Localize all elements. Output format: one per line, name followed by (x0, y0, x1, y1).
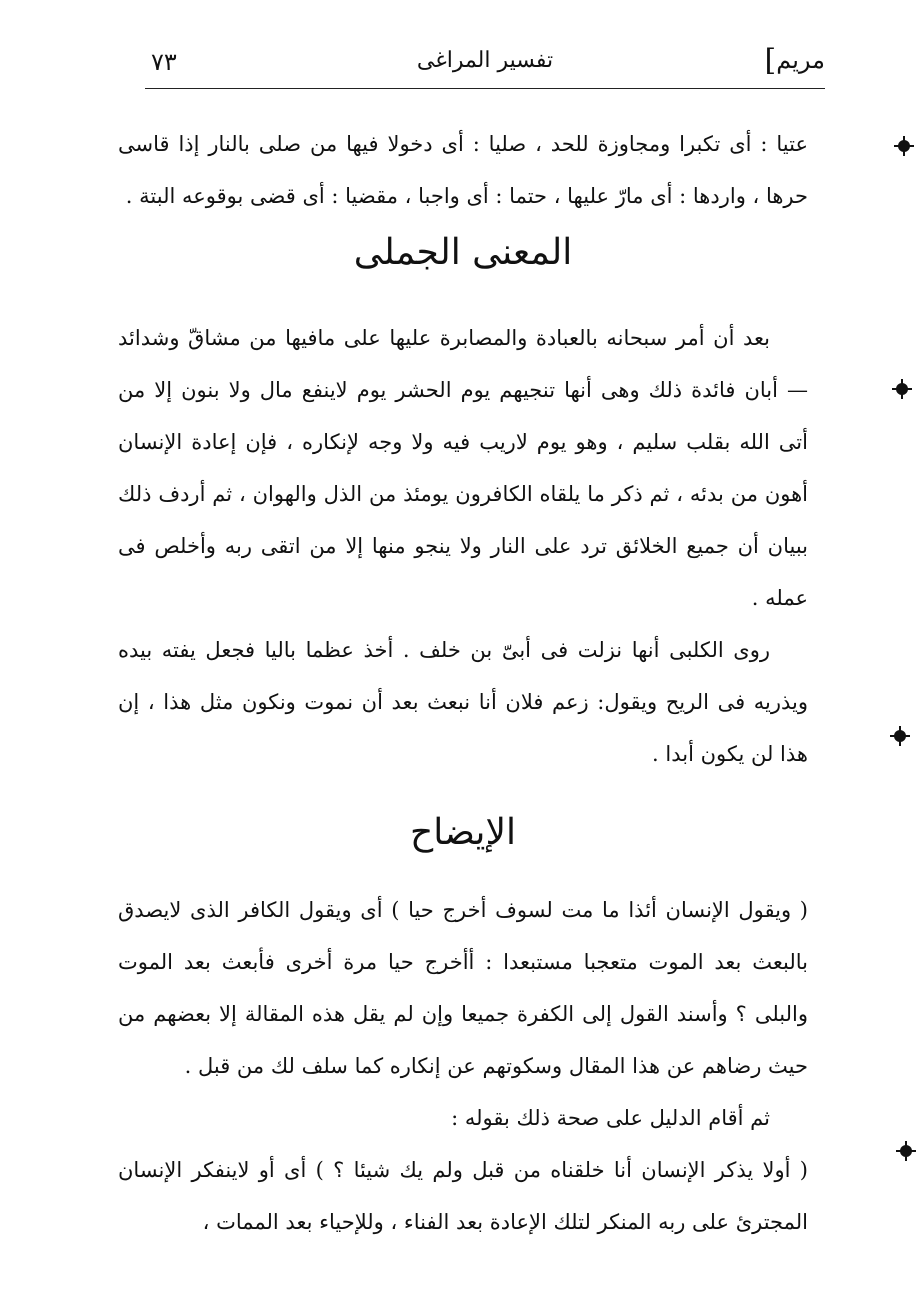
book-title: تفسير المراغى (416, 48, 554, 73)
margin-mark-4 (900, 1145, 912, 1157)
glossary-block (118, 118, 808, 222)
bracket-mark: ] (764, 43, 777, 78)
explanation-paragraph-2: ثم أقام الدليل على صحة ذلك بقوله : (451, 1106, 770, 1130)
revelation-context-paragraph: روى الكلبى أنها نزلت فى أبىّ بن خلف . أخذ عظما باليا فجعل يفته بيده ويذريه فى الريح ويقول: زعم فلان أنا نبعث بعد أن نموت ونكون مثل هذا ، إن هذا لن يكون أبدا . (118, 638, 808, 766)
general-meaning-paragraph: بعد أن أمر سبحانه بالعبادة والمصابرة عليها على مافيها من مشاقّ وشدائد — أبان فائدة ذلك وهى أنها تنجيهم يوم الحشر يوم لاينفع مال ولا بنون إلا من أتى الله بقلب سليم ، وهو يوم لاريب فيه ولا وجه لإنكاره ، فإن إعادة الإنسان أهون من بدئه ، ثم ذكر ما يلقاه الكافرون يومئذ من الذل والهوان ، ثم أردف ذلك ببيان أن جميع الخلائق ترد على النار ولا ينجو منها إلا من اتقى ربه وأخلص فى عمله . (118, 326, 808, 610)
page-number: ٧٣ (151, 48, 177, 76)
page-header (145, 42, 825, 89)
section-heading-explanation: الإيضاح (410, 812, 516, 853)
margin-mark-3 (894, 730, 906, 742)
surah-name-text: مريم (776, 46, 825, 74)
general-meaning-block (118, 312, 808, 780)
explanation-paragraph-1: ( ويقول الإنسان أئذا ما مت لسوف أخرج حيا ) أى ويقول الكافر الذى لايصدق بالبعث بعد الموت متعجبا مستبعدا : أأخرج حيا مرة أخرى فأبعث بعد الموت والبلى ؟ وأسند القول إلى الكفرة جميعا وإن لم يقل هذه المقالة إلا بعضهم من حيث رضاهم عن هذا المقال وسكوتهم عن إنكاره كما سلف لك من قبل . (118, 898, 808, 1078)
explanation-block (118, 884, 808, 1248)
glossary-text: عتيا : أى تكبرا ومجاوزة للحد ، صليا : أى دخولا فيها من صلى بالنار إذا قاسى حرها ، واردها : أى مارّ عليها ، حتما : أى واجبا ، مقضيا : أى قضى بوقوعه البتة . (118, 132, 808, 208)
explanation-paragraph-3: ( أولا يذكر الإنسان أنا خلقناه من قبل ولم يك شيئا ؟ ) أى أو لاينفكر الإنسان المجترئ على ربه المنكر لتلك الإعادة بعد الفناء ، وللإحياء بعد الممات ، (118, 1158, 808, 1234)
margin-mark-2 (896, 383, 908, 395)
margin-mark-1 (898, 140, 910, 152)
section-heading-general-meaning: المعنى الجملى (353, 232, 573, 273)
surah-name (764, 43, 825, 78)
